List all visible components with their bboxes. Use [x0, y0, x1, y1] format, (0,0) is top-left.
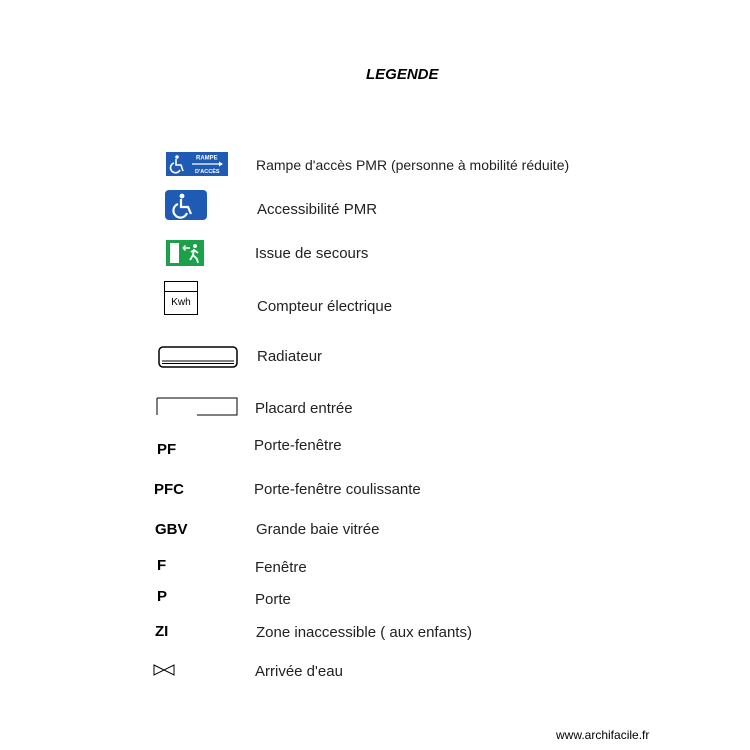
electric-meter-text: Kwh	[171, 297, 191, 308]
legend-label-ramp: Rampe d'accès PMR (personne à mobilité réduite)	[256, 157, 570, 173]
legend-label-meter: Compteur électrique	[257, 298, 393, 315]
closet-icon	[156, 397, 238, 417]
abbr-pf: PF	[157, 441, 177, 458]
abbr-p: P	[157, 588, 168, 605]
footer-website: www.archifacile.fr	[556, 728, 650, 742]
legend-label-zi: Zone inaccessible ( aux enfants)	[256, 624, 472, 641]
abbr-pfc: PFC	[154, 481, 184, 498]
legend-label-accessibility: Accessibilité PMR	[257, 201, 378, 218]
ramp-sign-top-text: RAMPE	[196, 155, 218, 162]
water-valve-icon	[153, 664, 175, 676]
wheelchair-icon	[165, 190, 207, 220]
legend-label-f: Fenêtre	[255, 559, 307, 576]
abbr-gbv: GBV	[155, 521, 188, 538]
legend-label-exit: Issue de secours	[255, 245, 369, 262]
abbr-f: F	[157, 557, 167, 574]
legend-label-closet: Placard entrée	[255, 400, 353, 417]
abbr-zi: ZI	[155, 623, 169, 640]
radiator-icon	[158, 346, 238, 368]
legend-label-radiator: Radiateur	[257, 348, 323, 365]
legend-label-pf: Porte-fenêtre	[254, 437, 342, 454]
legend-label-p: Porte	[255, 591, 291, 608]
ramp-access-icon	[166, 152, 228, 176]
emergency-exit-icon	[166, 240, 204, 266]
legend-label-water: Arrivée d'eau	[255, 663, 343, 680]
ramp-sign-bottom-text: D'ACCÈS	[195, 169, 220, 175]
legend-label-pfc: Porte-fenêtre coulissante	[254, 481, 421, 498]
electric-meter-icon	[164, 281, 198, 315]
legend-label-gbv: Grande baie vitrée	[256, 521, 380, 538]
legend-title: LEGENDE	[366, 66, 439, 83]
